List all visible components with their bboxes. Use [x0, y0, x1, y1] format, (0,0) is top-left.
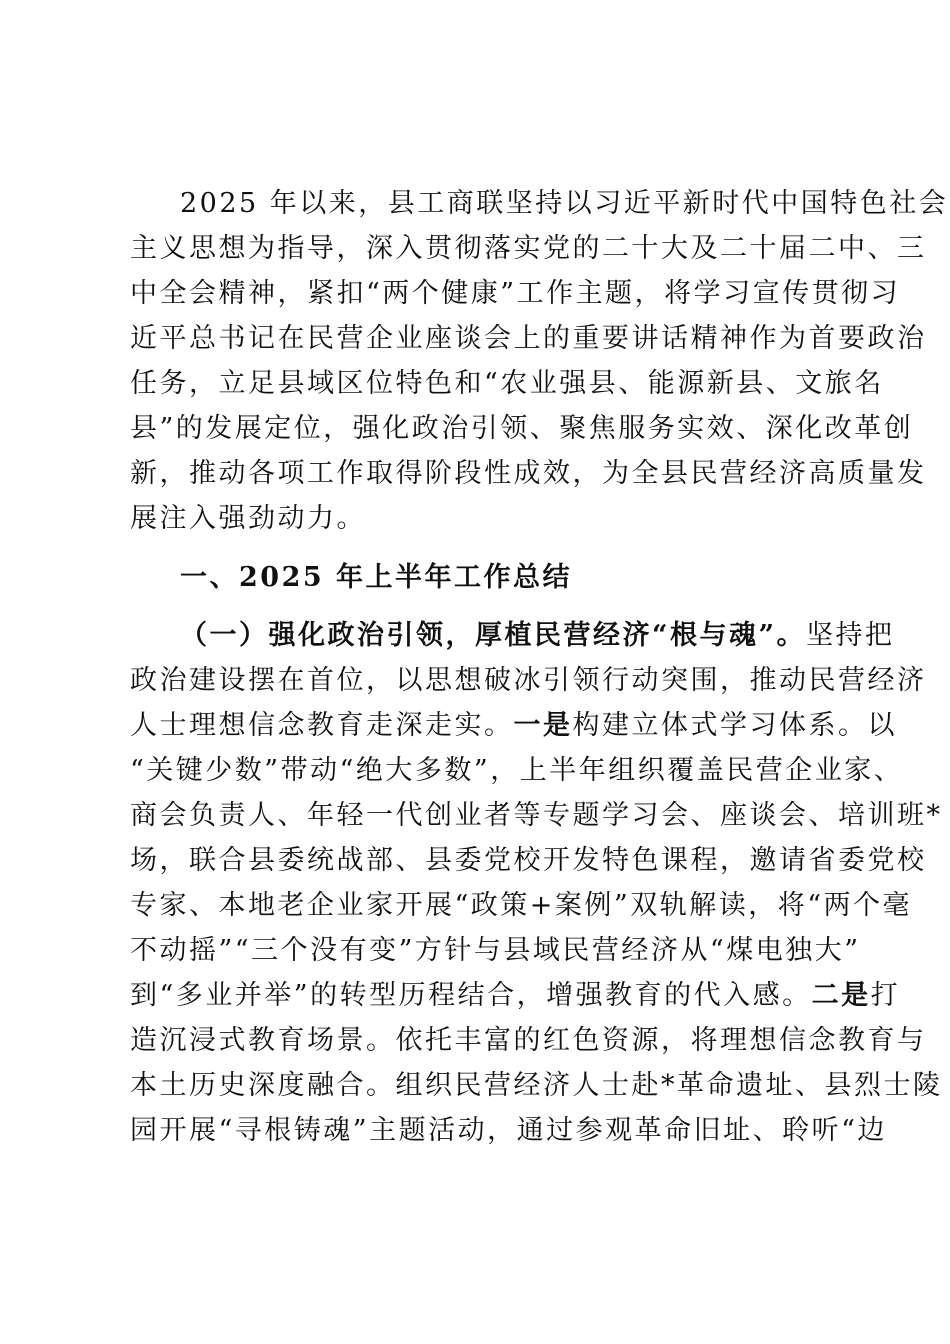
emphasis-marker: 二是 — [811, 980, 871, 1011]
paragraph-line: 中全会精神，紧扣“两个健康”工作主题，将学习宣传贯彻习 — [130, 278, 901, 309]
section-heading: 一、2025 年上半年工作总结 — [180, 562, 573, 593]
paragraph-line: 2025 年以来，县工商联坚持以习近平新时代中国特色社会 — [180, 188, 949, 219]
paragraph-text: 人士理想信念教育走深走实。 — [130, 710, 514, 741]
paragraph-line: 不动摇”“三个没有变”方针与县域民营经济从“煤电独大” — [130, 935, 861, 966]
paragraph-line: 政治建设摆在首位，以思想破冰引领行动突围，推动民营经济 — [130, 665, 927, 696]
paragraph-line: 县”的发展定位，强化政治引领、聚焦服务实效、深化改革创 — [130, 413, 914, 444]
paragraph-line: 专家、本地老企业家开展“政策+案例”双轨解读，将“两个毫 — [130, 890, 913, 921]
paragraph-line: 新，推动各项工作取得阶段性成效，为全县民营经济高质量发 — [130, 458, 927, 489]
paragraph-line: 展注入强劲动力。 — [130, 503, 366, 534]
subsection-title-tail: 坚持把 — [806, 620, 895, 651]
paragraph-text: 构建立体式学习体系。以 — [572, 710, 897, 741]
paragraph-line — [130, 978, 901, 1014]
paragraph-line: 主义思想为指导，深入贯彻落实党的二十大及二十届二中、三 — [130, 233, 927, 264]
paragraph-text: 打 — [870, 980, 901, 1011]
paragraph-text: 到“多业并举”的转型历程结合，增强教育的代入感。 — [130, 980, 812, 1011]
paragraph-line: 造沉浸式教育场景。依托丰富的红色资源，将理想信念教育与 — [130, 1025, 927, 1056]
paragraph-line: 场，联合县委统战部、县委党校开发特色课程，邀请省委党校 — [130, 845, 927, 876]
paragraph-line — [130, 708, 897, 744]
subsection-title-line — [180, 618, 895, 654]
paragraph-line: 任务，立足县域区位特色和“农业强县、能源新县、文旅名 — [130, 368, 884, 399]
paragraph-line: 近平总书记在民营企业座谈会上的重要讲话精神作为首要政治 — [130, 323, 927, 354]
paragraph-line: 园开展“寻根铸魂”主题活动，通过参观革命旧址、聆听“边 — [130, 1115, 887, 1146]
subsection-title: （一）强化政治引领，厚植民营经济“根与魂”。 — [180, 620, 807, 651]
paragraph-line: “关键少数”带动“绝大多数”，上半年组织覆盖民营企业家、 — [130, 755, 904, 786]
paragraph-line: 本土历史深度融合。组织民营经济人士赴*革命遗址、县烈士陵 — [130, 1070, 943, 1101]
paragraph-line: 商会负责人、年轻一代创业者等专题学习会、座谈会、培训班* — [130, 800, 943, 831]
emphasis-marker: 一是 — [513, 710, 573, 741]
